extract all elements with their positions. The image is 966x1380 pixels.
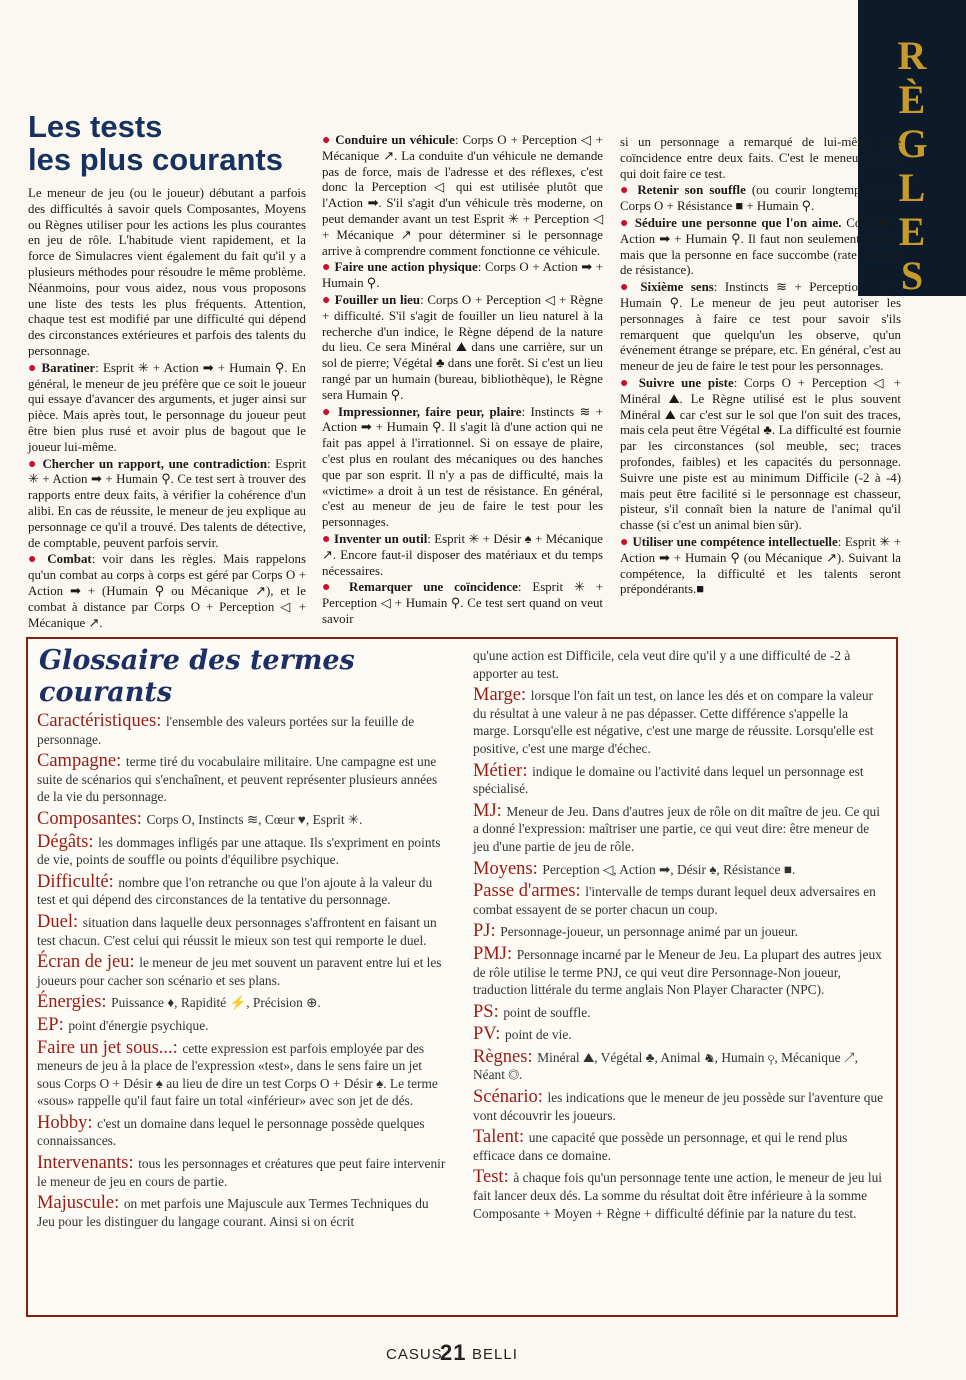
bullet-icon: ● <box>28 456 38 472</box>
bullet-icon: ● <box>322 133 332 148</box>
term-separator: : <box>116 751 126 772</box>
glossary-entry <box>473 883 885 918</box>
glossary-entry <box>473 1169 885 1222</box>
term-separator: : <box>129 952 140 973</box>
test-item: ● Sixième sens: Instincts ≋ + Perception ◁ + Humain ⚲. Le meneur de jeu peut autoriser les personnages à faire ce test pour savoir s'ils remarquent que quelqu'un les observe, qu'un événement étrange se prépare, etc. En général, c'est au meneur de jeu de faire le test pour les personnages. <box>620 280 901 374</box>
term-separator: : <box>506 943 517 964</box>
glossary-definition: Personnage-joueur, un personnage animé par un joueur. <box>500 924 798 940</box>
end-mark-icon: ■ <box>696 582 705 597</box>
glossary-entry <box>37 871 449 909</box>
glossary-entry <box>473 1026 885 1044</box>
glossary-term: Métier <box>473 760 523 781</box>
test-item: ● Fouiller un lieu: Corps O + Perception ◁ + Règne + difficulté. S'il s'agit de fouiller un lieu naturel à la recherche d'un indice, le Règne dépend de la nature du lieu. Ce sera Minéral ⛰ dans une carrière, sur un sol de pierre; Végétal ♣ dans une forêt. Si c'est un lieu rangé par un humain (bureau, bibliothèque), le Règne sera Humain ⚲. <box>322 292 603 402</box>
glossary-term: Énergies <box>37 992 102 1013</box>
glossary-definition: les dommages infligés par une attaque. Ils s'expriment en points de vie, points de souffle ou points d'équilibre psychique. <box>37 834 441 868</box>
tab-letter: L <box>898 165 926 210</box>
glossary-term: Dégâts <box>37 831 89 852</box>
glossary-term: PMJ <box>473 943 507 964</box>
article-column-3 <box>620 135 901 598</box>
glossary-definition: l'intervalle de temps durant lequel deux adversaires en combat essayent de se porter chacun un coup. <box>473 884 876 917</box>
glossary-term: Talent <box>473 1127 519 1148</box>
glossary-definition: Personnage incarné par le Meneur de Jeu. La plupart des autres jeux de rôle utilise le terme PNJ, ce qui veut dire Personnage-Non joueur, traduction littérale du terme anglais Non Player Character (NPC). <box>473 946 882 998</box>
glossary-definition: Meneur de Jeu. Dans d'autres jeux de rôle on dit maître de jeu. Ce qui a donné l'expression: maîtriser une partie, ce qui veut dire: être meneur de jeu d'une partie de jeu de rôle. <box>473 803 880 854</box>
glossary-term: Test <box>473 1167 504 1188</box>
glossary-entry <box>37 1112 449 1150</box>
bullet-icon: ● <box>322 260 331 276</box>
glossary-entry <box>473 1089 885 1124</box>
term-separator: : <box>128 1153 139 1174</box>
tab-letter: E <box>898 209 926 254</box>
term-separator: : <box>527 1046 538 1067</box>
glossary-definition: à chaque fois qu'un personnage tente une action, le meneur de jeu lui fait lancer deux dés. La somme du résultat doit être inférieure à la somme Composante + Moyen + Règne + difficulté définie par la nature du test. <box>473 1170 882 1221</box>
bullet-icon: ● <box>620 215 631 231</box>
term-separator: : <box>490 921 501 942</box>
glossary-entry <box>473 943 885 999</box>
term-separator: : <box>136 808 147 829</box>
bullet-icon: ● <box>322 531 331 547</box>
glossary-title: Glossaire des termes courants <box>39 645 355 708</box>
term-separator: : <box>518 1127 529 1148</box>
bullet-icon: ● <box>322 580 339 596</box>
term-separator: : <box>87 1112 98 1133</box>
glossary-entry <box>473 687 885 757</box>
test-item: ● Retenir son souffle (ou courir longtemps, etc.): Corps O + Résistance ■ + Humain ⚲. <box>620 183 901 214</box>
glossary-term: Scénario <box>473 1087 538 1108</box>
glossary-definition: point de souffle. <box>503 1004 591 1020</box>
glossary-definition: cette expression est parfois employée par des meneurs de jeu à la place de l'expression «test», dans le sens faire un jet sous Corps O + Désir ♠ au lieu de dire un test Corps O + Désir ♠. Le terme «sous» rappelle qu'il faut faire un total «inférieur» avec son jet de dés. <box>37 1040 438 1109</box>
article-column-2 <box>322 133 603 628</box>
glossary-entry <box>473 760 885 798</box>
glossary-column-left <box>37 645 449 1235</box>
term-separator: : <box>532 858 543 879</box>
term-separator: : <box>522 760 533 781</box>
glossary-definition: tous les personnages et créatures que peut faire intervenir le meneur de jeu en cours de partie. <box>37 1156 446 1189</box>
glossary-term: Hobby <box>37 1112 88 1133</box>
test-item: ● Utiliser une compétence intellectuelle: Esprit ✳ + Action ➡ + Humain ⚲ (ou Mécanique ↗). Suivant la compétence, la difficulté et les talents seront prépondérants.■ <box>620 534 901 597</box>
glossary-entry <box>37 831 449 869</box>
glossary-definition: indique le domaine ou l'activité dans lequel un personnage est spécialisé. <box>473 763 864 797</box>
glossary-term: Majuscule <box>37 1193 115 1214</box>
test-item: ● Inventer un outil: Esprit ✳ + Désir ♠ + Mécanique ↗. Encore faut-il disposer des matériaux et du temps nécessaires. <box>322 531 603 578</box>
glossary-term: PV <box>473 1024 496 1045</box>
glossary-definition: le meneur de jeu met souvent un paravent entre lui et les joueurs pour cacher son scénario et ses plans. <box>37 955 442 988</box>
glossary-term: Écran de jeu <box>37 952 130 973</box>
test-item: ● Combat: voir dans les règles. Mais rappelons qu'un combat au corps à corps est géré par Corps O + Action ➡ + (Humain ⚲ ou Mécanique ↗), et le combat à distance par Corps O + Perception ◁ + Mécanique ↗. <box>28 552 307 630</box>
term-separator: : <box>575 881 586 902</box>
tab-letter: È <box>898 77 926 122</box>
glossary-term: PJ <box>473 921 491 942</box>
page-number: 21 <box>440 1340 467 1365</box>
tab-letter: G <box>896 121 928 166</box>
glossary-entry <box>37 713 449 748</box>
glossary-entry <box>37 994 449 1012</box>
glossary-entry <box>37 1037 449 1110</box>
glossary-entry <box>473 1001 885 1022</box>
glossary-entry <box>37 1195 449 1230</box>
continued-paragraph: si un personnage a remarqué de lui-même une coïncidence entre deux faits. C'est le meneur de jeu qui doit faire ce test. <box>620 135 901 181</box>
page-footer <box>380 1340 580 1366</box>
glossary-definition: on met parfois une Majuscule aux Termes Techniques du Jeu pour les distinguer du langage courant. Ainsi si on écrit <box>37 1196 429 1229</box>
glossary-term: Campagne <box>37 751 117 772</box>
term-separator: : <box>72 911 83 932</box>
glossary-definition: Puissance ♦, Rapidité ⚡, Précision ⊕. <box>111 995 321 1011</box>
intro-paragraph: Le meneur de jeu (ou le joueur) débutant a parfois des difficultés à savoir quels Composantes, Moyens ou Règnes utiliser pour les actions les plus courantes en jeu de rôle. L'habitude vient rapidement, et la force de Simulacres vient également du fait qu'il y a plusieurs méthodes pour résoudre le même problème. Néanmoins, pour vous aidez, nous vous proposons une liste des tests les plus fréquents. Attention, chaque test est modifié par une difficulté qui dépend des circonstances extérieures et parfois des talents du personnage. <box>28 186 306 358</box>
bullet-icon: ● <box>620 375 632 391</box>
bullet-icon: ● <box>322 404 333 420</box>
glossary-definition: l'ensemble des valeurs portées sur la feuille de personnage. <box>37 714 415 747</box>
term-separator: : <box>101 992 112 1013</box>
bullet-icon: ● <box>620 534 629 550</box>
magazine-name-right: BELLI <box>472 1346 518 1363</box>
glossary-entry <box>37 1014 449 1035</box>
magazine-name-left: CASUS <box>386 1346 443 1363</box>
glossary-term: Intervenants <box>37 1153 129 1174</box>
bullet-icon: ● <box>620 280 633 296</box>
glossary-term: Faire un jet sous... <box>37 1037 173 1058</box>
glossary-term: Duel <box>37 911 73 932</box>
glossary-definition: terme tiré du vocabulaire militaire. Une campagne est une suite de scénarios qui s'enchaînent, et peuvent représenter plusieurs années de la vie du personnage. <box>37 754 438 805</box>
glossary-definition: Corps O, Instincts ≋, Cœur ♥, Esprit ✳. <box>146 811 363 827</box>
glossary-definition: point d'énergie psychique. <box>68 1017 209 1033</box>
glossary-definition: les indications que le meneur de jeu possède sur l'aventure que vont découvrir les joueurs. <box>473 1090 884 1123</box>
glossary-column-right <box>473 647 885 1227</box>
bullet-icon: ● <box>28 552 41 568</box>
article-column-1 <box>28 110 306 631</box>
glossary-entry <box>473 800 885 856</box>
term-separator: : <box>114 1193 124 1214</box>
bullet-icon: ● <box>620 183 632 199</box>
glossary-box <box>26 637 898 1317</box>
term-separator: : <box>172 1037 183 1058</box>
glossary-term: Difficulté <box>37 871 109 892</box>
term-separator: : <box>495 1024 506 1045</box>
glossary-entry <box>37 954 449 989</box>
glossary-term: Passe d'armes <box>473 881 576 902</box>
test-item: ● Conduire un véhicule: Corps O + Perception ◁ + Mécanique ↗. La conduite d'un véhicule ne demande pas de force, mais de l'adresse et des réflexes, c'est donc la Perception ◁ qui est utilisée plutôt que l'Action ➡. S'il s'agit d'un véhicule très moderne, on peut demander avant un test Esprit ✳ + Perception ◁ + Mécanique ↗ pour déterminer si le personnage arrive à comprendre comment fonctionne ce véhicule. <box>322 133 604 258</box>
glossary-definition: lorsque l'on fait un test, on lance les dés et on compare la valeur du résultat à une valeur à ne pas dépasser. Cette différence s'appelle la marge. Lorsqu'elle est négative, c'est une marge de réussite. Lorsqu'elle est positive, c'est une marge d'échec. <box>473 688 874 756</box>
term-separator: : <box>156 711 166 731</box>
test-item: ● Chercher un rapport, une contradiction: Esprit ✳ + Action ➡ + Humain ⚲. Ce test sert à trouver des rapports entre deux faits, à vérifier la cohérence d'un alibi. En cas de réussite, le meneur de jeu explique au personnage ce qu'il a trouvé. Des talents de détective, de comptable, peuvent parfois servir. <box>28 456 306 550</box>
glossary-definition: Perception ◁, Action ➡, Désir ♠, Résistance ■. <box>542 861 796 877</box>
glossary-entry <box>473 858 885 879</box>
glossary-entry <box>37 1155 449 1190</box>
test-item: ● Impressionner, faire peur, plaire: Instincts ≋ + Action ➡ + Humain ⚲. Il s'agit là d'une action qui ne fait pas appel à l'irrationnel. Si on essaye de plaire, c'est plus en roulant des mécaniques ou des hanches que par son esprit. Il n'y a pas de difficulté, mais la «victime» a droit à un test de résistance. En général, c'est au meneur de jeu de faire le test pour les personnages. <box>322 404 603 530</box>
tab-letter: R <box>897 33 927 78</box>
glossary-term: Caractéristiques <box>37 711 157 731</box>
glossary-term: EP <box>37 1014 59 1035</box>
test-item: ● Baratiner: Esprit ✳ + Action ➡ + Humain ⚲. En général, le meneur de jeu préfère que ce soit le joueur qui essaye d'avancer des arguments, et juger ainsi sur pièce. Mais après tout, le personnage du joueur peut être bien plus rusé et avoir plus de bagout que le joueur lui-même. <box>28 360 306 454</box>
term-separator: : <box>108 871 119 892</box>
term-separator: : <box>493 1001 504 1022</box>
glossary-entry <box>37 808 449 829</box>
glossary-term: Moyens <box>473 858 533 879</box>
section-title: Les tests les plus courants <box>28 109 283 177</box>
glossary-term: Marge <box>473 685 521 706</box>
bullet-icon: ● <box>322 292 331 308</box>
glossary-definition: nombre que l'on retranche ou que l'on ajoute à la valeur du test et qui dépend des circonstances de la tentative du personnage. <box>37 874 433 908</box>
test-item: ● Faire une action physique: Corps O + Action ➡ + Humain ⚲. <box>322 260 604 291</box>
glossary-definition: point de vie. <box>505 1027 572 1043</box>
glossary-term: PS <box>473 1001 494 1022</box>
glossary-entry <box>473 1129 885 1164</box>
term-separator: : <box>537 1087 548 1108</box>
test-item: ● Remarquer une coïncidence: Esprit ✳ + Perception ◁ + Humain ⚲. Ce test sert quand on veut savoir <box>322 580 603 626</box>
bullet-icon: ● <box>28 360 38 376</box>
tab-letter: S <box>900 253 924 298</box>
glossary-definition: Minéral ⛰, Végétal ♣, Animal ♞, Humain ⚲, Mécanique ↗, Néant ◎. <box>473 1049 859 1083</box>
glossary-definition: c'est un domaine dans lequel le personnage possède quelques connaissances. <box>37 1115 425 1149</box>
term-separator: : <box>88 831 99 852</box>
test-item: ● Suivre une piste: Corps O + Perception ◁ + Minéral ⛰. Le Règne utilisé est le plus souvent Minéral ⛰ car c'est sur le sol que l'on suit des traces, mais cela peut être Végétal ♣. La difficulté est fournie par les circonstances (sol meuble, sec; traces profondes, faibles) et les capacités du personnage. Suivre une piste est au minimum Difficile (-2 à -4) mais peut être facilité si le personnage est chasseur, pisteur, s'il connaît bien la nature de l'animal qu'il chasse (si c'est un animal bien sûr). <box>620 375 901 533</box>
glossary-term: Composantes <box>37 808 137 829</box>
term-separator: : <box>503 1167 514 1188</box>
glossary-continuation: qu'une action est Difficile, cela veut dire qu'il y a une difficulté de -2 à apporter au test. <box>473 648 851 681</box>
term-separator: : <box>520 685 531 706</box>
glossary-entry <box>37 911 449 949</box>
glossary-entry <box>473 1046 885 1084</box>
glossary-entry <box>473 923 885 941</box>
term-separator: : <box>496 800 507 821</box>
term-separator: : <box>58 1014 69 1035</box>
glossary-term: MJ <box>473 800 497 821</box>
glossary-term: Règnes <box>473 1046 528 1067</box>
glossary-definition: situation dans laquelle deux personnages s'affrontent en faisant un test chacun. C'est celui qui réussit le mieux son test qui remporte le duel. <box>37 914 437 948</box>
glossary-definition: une capacité que possède un personnage, et qui le rend plus efficace dans ce domaine. <box>473 1130 848 1163</box>
glossary-entry <box>37 753 449 806</box>
test-item: ● Séduire une personne que l'on aime. Cœur ♥ + Action ➡ + Humain ⚲. Il faut non seulement réussir, mais que la personne en face succombe (rate son test de résistance). <box>620 215 901 278</box>
